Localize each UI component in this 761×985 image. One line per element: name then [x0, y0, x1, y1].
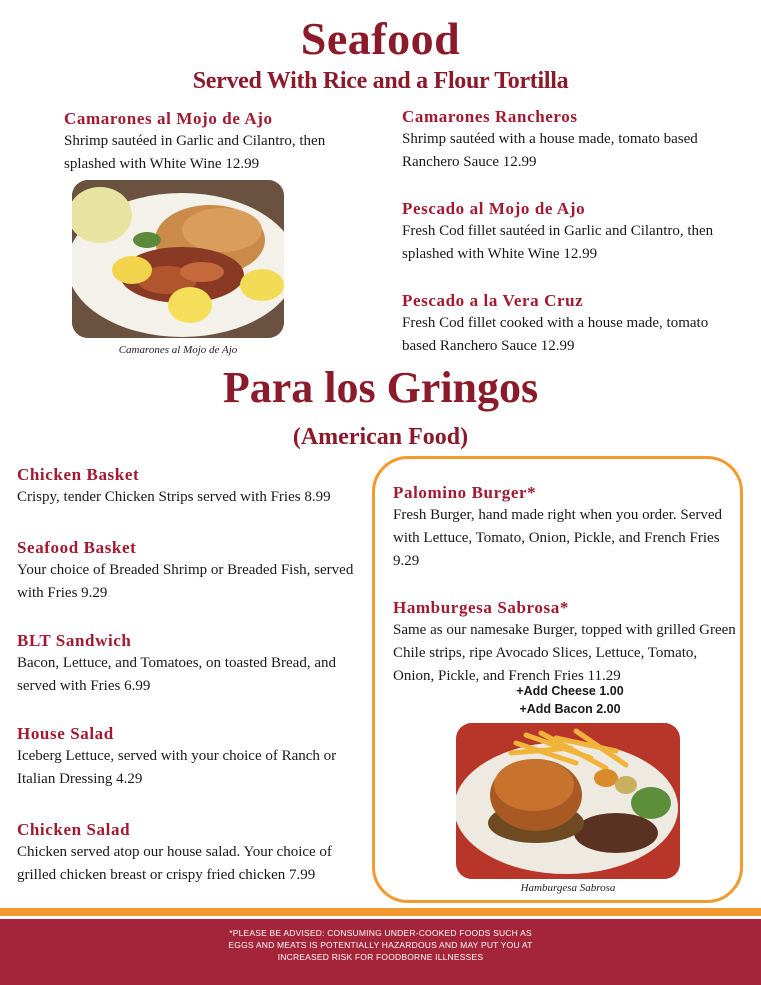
gringos-section-subtitle: (American Food) [292, 424, 469, 450]
addon-cheese: +Add Cheese 1.00 [516, 684, 624, 698]
disclaimer-line: *PLEASE BE ADVISED: CONSUMING UNDER-COOKED FOODS SUCH AS [229, 928, 532, 938]
shrimp-plate-illustration [72, 180, 284, 338]
item-name: Pescado a la Vera Cruz [402, 291, 584, 310]
item-name: House Salad [17, 724, 114, 743]
shrimp-dish-photo [72, 180, 284, 338]
item-description: Shrimp sautéed with a house made, tomato based Ranchero Sauce 12.99 [402, 131, 698, 170]
item-name: Camarones al Mojo de Ajo [64, 109, 273, 128]
menu-item-pescado-mojo [402, 198, 732, 266]
burger-dish-photo [456, 723, 680, 879]
item-description: Fresh Burger, hand made right when you order. Served with Lettuce, Tomato, Onion, Pickle, and French Fries 9.29 [393, 507, 723, 569]
menu-item-seafood-basket [17, 537, 367, 605]
menu-item-house-salad [17, 723, 367, 791]
menu-item-camarones-rancheros [402, 106, 732, 174]
disclaimer-line: INCREASED RISK FOR FOODBORNE ILLNESSES [277, 952, 484, 962]
burger-plate-illustration [456, 723, 680, 879]
item-name: Camarones Rancheros [402, 107, 578, 126]
item-description: Fresh Cod fillet cooked with a house made, tomato based Ranchero Sauce 12.99 [402, 315, 709, 354]
gringos-section-title: Para los Gringos [222, 363, 539, 412]
food-safety-disclaimer [180, 927, 581, 963]
item-name: Palomino Burger* [393, 483, 537, 502]
item-description: Same as our namesake Burger, topped with grilled Green Chile strips, ripe Avocado Slices, Lettuce, Tomato, Onion, Pickle, and French Fries 11.29 [393, 622, 736, 684]
menu-item-camarones-mojo [64, 108, 374, 176]
item-name: Pescado al Mojo de Ajo [402, 199, 586, 218]
burger-photo-caption: Hamburgesa Sabrosa [520, 882, 616, 894]
shrimp-photo-caption: Camarones al Mojo de Ajo [118, 344, 238, 356]
item-description: Fresh Cod fillet sautéed in Garlic and Cilantro, then splashed with White Wine 12.99 [402, 223, 714, 262]
item-name: Hamburgesa Sabrosa* [393, 598, 569, 617]
item-description: Your choice of Breaded Shrimp or Breaded Fish, served with Fries 9.29 [17, 562, 354, 601]
item-name: Seafood Basket [17, 538, 137, 557]
addon-bacon: +Add Bacon 2.00 [519, 702, 621, 716]
menu-item-pescado-vera-cruz [402, 290, 732, 358]
item-description: Crispy, tender Chicken Strips served with Fries 8.99 [17, 489, 331, 505]
menu-item-palomino-burger [393, 482, 733, 573]
disclaimer-line: EGGS AND MEATS IS POTENTIALLY HAZARDOUS AND MAY PUT YOU AT [228, 940, 533, 950]
item-description: Bacon, Lettuce, and Tomatoes, on toasted Bread, and served with Fries 6.99 [17, 655, 336, 694]
item-name: Chicken Basket [17, 465, 140, 484]
menu-item-blt-sandwich [17, 630, 362, 698]
item-name: Chicken Salad [17, 820, 131, 839]
menu-item-chicken-basket [17, 464, 372, 509]
item-description: Chicken served atop our house salad. Your choice of grilled chicken breast or crispy fried chicken 7.99 [17, 844, 332, 883]
footer-orange-band [0, 908, 761, 916]
footer-disclaimer-bar [0, 919, 761, 985]
seafood-section-subtitle: Served With Rice and a Flour Tortilla [192, 68, 569, 94]
item-description: Iceberg Lettuce, served with your choice of Ranch or Italian Dressing 4.29 [17, 748, 337, 787]
seafood-section-title: Seafood [300, 13, 461, 64]
menu-item-hamburgesa-sabrosa [393, 597, 738, 688]
item-name: BLT Sandwich [17, 631, 132, 650]
item-description: Shrimp sautéed in Garlic and Cilantro, then splashed with White Wine 12.99 [64, 133, 326, 172]
menu-item-chicken-salad [17, 819, 372, 887]
